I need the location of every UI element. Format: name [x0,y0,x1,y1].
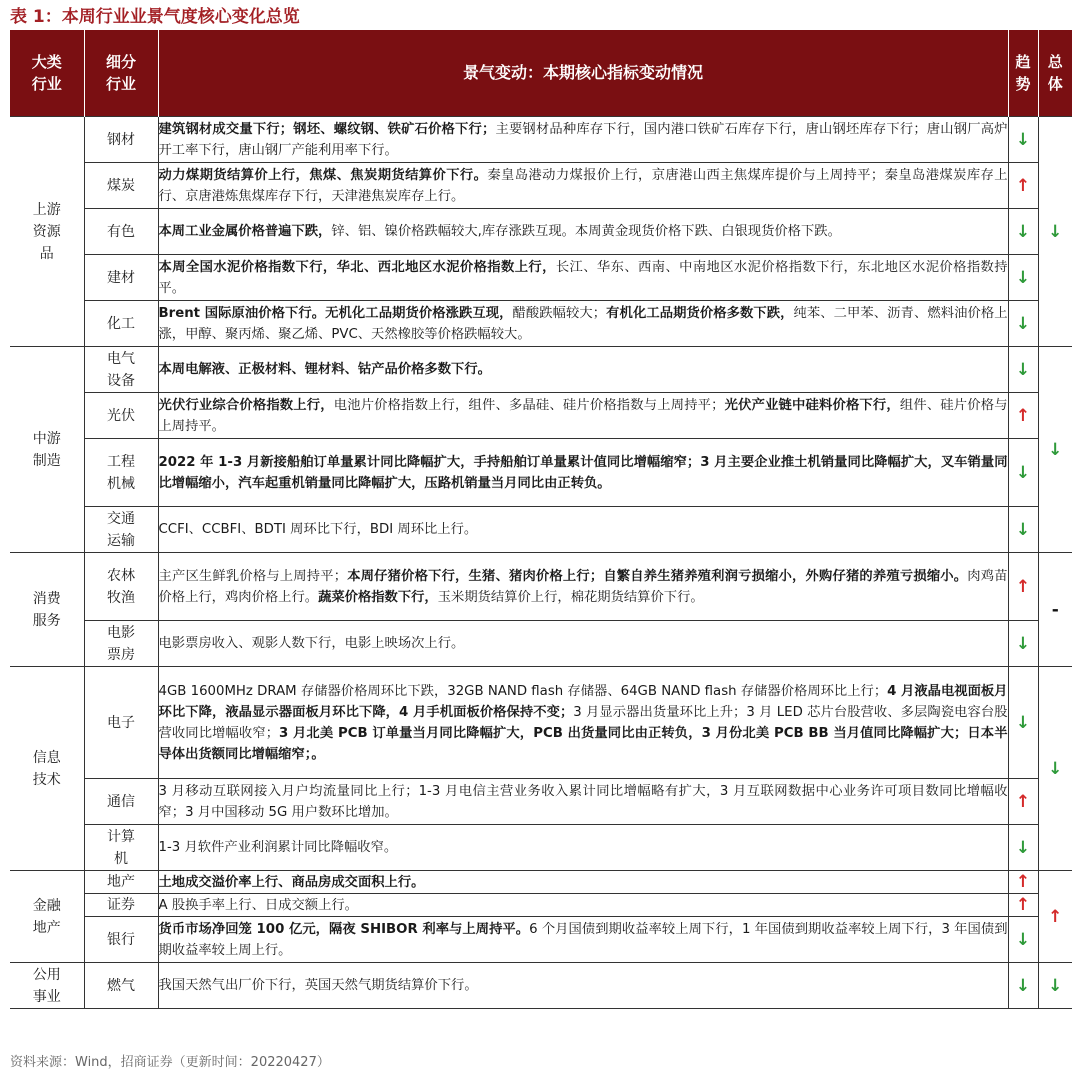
detail-segment: 本周仔猪价格下行，生猪、猪肉价格上行；自繁自养生猪养殖利润亏损缩小，外购仔猪的养殖亏损缩小。 [347,568,968,584]
detail-cell [158,439,1008,507]
arrow-up-icon: ↑ [1015,405,1031,426]
overall-cell [1038,117,1072,347]
detail-segment: 建筑钢材成交量下行；钢坯、螺纹钢、铁矿石价格下行； [158,121,496,137]
subindustry-cell: 钢材 [84,117,158,163]
overall-cell [1038,667,1072,871]
trend-cell [1008,117,1038,163]
arrow-down-icon: ↓ [1015,633,1031,654]
category-cell: 金融 地产 [10,871,84,963]
detail-segment: 动力煤期货结算价上行，焦煤、焦炭期货结算价下行。 [158,167,488,183]
detail-segment: 我国天然气出厂价下行，英国天然气期货结算价下行。 [158,978,478,993]
detail-segment: 3 月移动互联网接入月户均流量同比上行；1-3 月电信主营业务收入累计同比增幅略有扩大，3 月互联网数据中心业务许可项目数同比增幅收窄；3 月中国移动 5G 用户数环比增加。 [158,783,1008,820]
subindustry-cell: 工程 机械 [84,439,158,507]
arrow-up-icon: ↑ [1015,895,1031,915]
table-row [10,439,1072,507]
detail-cell [158,163,1008,209]
header-trend: 趋 势 [1008,30,1038,117]
subindustry-cell: 化工 [84,301,158,347]
trend-cell [1008,209,1038,255]
arrow-up-icon: ↑ [1015,872,1031,892]
header-overall: 总 体 [1038,30,1072,117]
subindustry-cell: 电子 [84,667,158,779]
arrow-down-icon: ↓ [1015,929,1031,950]
trend-cell [1008,871,1038,894]
subindustry-cell: 银行 [84,917,158,963]
detail-cell [158,871,1008,894]
detail-segment: 主产区生鲜乳价格与上周持平； [158,568,348,584]
trend-cell [1008,507,1038,553]
detail-segment: 锌、铝、镍价格跌幅较大,库存涨跌互现。本周黄金现货价格下跌、白银现货价格下跌。 [331,224,841,239]
arrow-down-icon: ↓ [1015,462,1031,483]
detail-cell [158,667,1008,779]
detail-cell [158,779,1008,825]
detail-segment: 3 月北美 PCB 订单量当月同比降幅扩大，PCB 出货量同比由正转负，3 月份北美 PCB BB 当月值同比降幅扩大；日本半导体出货额同比增幅缩窄；。 [158,725,1008,762]
detail-segment: 4 月液晶电视面板月环比下降，液晶显示器面板月环比下降，4 月手机面板价格保持不变； [158,683,1008,720]
trend-cell [1008,963,1038,1009]
table-title: 表 1：本周行业业景气度核心变化总览 [10,7,300,27]
detail-cell [158,894,1008,917]
detail-segment: 长江、华东、西南、中南地区水泥价格指数下行，东北地区水泥价格指数持平。 [158,259,1008,296]
subindustry-cell: 建材 [84,255,158,301]
category-cell: 中游 制造 [10,347,84,553]
arrow-down-icon: ↓ [1048,439,1063,460]
trend-cell [1008,825,1038,871]
detail-segment: 肉鸡苗价格上行，鸡肉价格上行。 [158,568,1008,605]
detail-cell [158,117,1008,163]
detail-segment: 4GB 1600MHz DRAM 存储器价格周环比下跌，32GB NAND flash 存储器、64GB NAND flash 存储器价格周环比上行； [158,683,888,699]
detail-cell [158,393,1008,439]
arrow-up-icon: ↑ [1015,576,1031,597]
table-row [10,553,1072,621]
detail-segment: 玉米期货结算价上行，棉花期货结算价下行。 [437,589,704,605]
table-row [10,255,1072,301]
table-row [10,894,1072,917]
trend-cell [1008,347,1038,393]
table-row [10,163,1072,209]
trend-cell [1008,553,1038,621]
overall-cell [1038,963,1072,1009]
detail-segment: 2022 年 1-3 月新接船舶订单量累计同比降幅扩大，手持船舶订单量累计值同比增幅缩窄；3 月主要企业推土机销量同比降幅扩大，叉车销量同比增幅缩小，汽车起重机销量同比降幅扩大，压路机销量当月同比由正转负。 [158,454,1008,491]
detail-segment: 光伏产业链中硅料价格下行， [724,397,900,413]
detail-segment: CCFI、CCBFI、BDTI 周环比下行，BDI 周环比上行。 [158,522,478,537]
detail-segment: 组件、硅片价格与上周持平。 [158,397,1008,434]
detail-segment: 土地成交溢价率上行、商品房成交面积上行。 [158,874,425,890]
overall-cell [1038,553,1072,667]
detail-segment: 纯苯、二甲苯、沥青、燃料油价格上涨，甲醇、聚丙烯、聚乙烯、PVC、天然橡胶等价格跌幅较大。 [158,305,1008,342]
subindustry-cell: 电气 设备 [84,347,158,393]
trend-cell [1008,667,1038,779]
table-row [10,393,1072,439]
table-row [10,871,1072,894]
table-row [10,507,1072,553]
detail-segment: 秦皇岛港动力煤报价上行，京唐港山西主焦煤库提价与上周持平；秦皇岛港煤炭库存上行、京唐港炼焦煤库存下行，天津港焦炭库存上行。 [158,167,1008,204]
arrow-up-icon: ↑ [1048,906,1063,927]
source-note: 资料来源：Wind，招商证券（更新时间：20220427） [10,1055,330,1070]
table-row [10,917,1072,963]
detail-segment: 6 个月国债到期收益率较上周下行，1 年国债到期收益率较上周下行，3 年国债到期收益率较上周上行。 [158,921,1008,958]
detail-cell [158,825,1008,871]
category-cell: 消费 服务 [10,553,84,667]
table-row [10,117,1072,163]
detail-cell [158,917,1008,963]
detail-cell [158,963,1008,1009]
table-row [10,963,1072,1009]
industry-prosperity-table [10,30,1072,1009]
detail-cell [158,553,1008,621]
detail-segment: 本周电解液、正极材料、锂材料、钴产品价格多数下行。 [158,362,491,377]
trend-cell [1008,917,1038,963]
arrow-down-icon: ↓ [1015,313,1031,334]
detail-segment: 主要钢材品种库存下行，国内港口铁矿石库存下行，唐山钢坯库存下行；唐山钢厂高炉开工率下行，唐山钢厂产能利用率下行。 [158,121,1008,158]
trend-cell [1008,621,1038,667]
table-row [10,209,1072,255]
subindustry-cell: 通信 [84,779,158,825]
detail-segment: 3 月显示器出货量环比上升；3 月 LED 芯片台股营收、多层陶瓷电容台股营收同比增幅收窄； [158,704,1008,741]
table-body [10,117,1072,1009]
arrow-down-icon: ↓ [1015,519,1031,540]
subindustry-cell: 光伏 [84,393,158,439]
category-cell: 信息 技术 [10,667,84,871]
table-row [10,667,1072,779]
trend-cell [1008,894,1038,917]
arrow-up-icon: ↑ [1015,175,1031,196]
trend-cell [1008,779,1038,825]
table-row [10,301,1072,347]
subindustry-cell: 有色 [84,209,158,255]
detail-cell [158,507,1008,553]
dash-icon: - [1051,599,1059,620]
subindustry-cell: 地产 [84,871,158,894]
trend-cell [1008,393,1038,439]
table-header-row [10,30,1072,117]
table-row [10,779,1072,825]
arrow-down-icon: ↓ [1048,975,1063,996]
arrow-down-icon: ↓ [1015,975,1031,996]
header-subindustry: 细分 行业 [84,30,158,117]
arrow-down-icon: ↓ [1015,359,1031,380]
arrow-down-icon: ↓ [1015,267,1031,288]
arrow-down-icon: ↓ [1015,221,1031,242]
detail-segment: 电影票房收入、观影人数下行，电影上映场次上行。 [158,636,465,651]
subindustry-cell: 证券 [84,894,158,917]
subindustry-cell: 交通 运输 [84,507,158,553]
overall-cell [1038,871,1072,963]
header-detail: 景气变动：本期核心指标变动情况 [158,30,1008,117]
subindustry-cell: 农林 牧渔 [84,553,158,621]
table-row [10,347,1072,393]
category-cell: 上游 资源 品 [10,117,84,347]
detail-segment: 醋酸跌幅较大； [512,305,607,321]
subindustry-cell: 计算 机 [84,825,158,871]
overall-cell [1038,347,1072,553]
detail-segment: A 股换手率上行、日成交额上行。 [158,897,358,913]
arrow-down-icon: ↓ [1015,837,1031,858]
detail-cell [158,301,1008,347]
detail-cell [158,347,1008,393]
subindustry-cell: 煤炭 [84,163,158,209]
detail-segment: Brent 国际原油价格下行。无机化工品期货价格涨跌互现， [158,305,513,321]
detail-segment: 有机化工品期货价格多数下跌， [606,305,794,321]
subindustry-cell: 电影 票房 [84,621,158,667]
header-category: 大类 行业 [10,30,84,117]
trend-cell [1008,439,1038,507]
arrow-up-icon: ↑ [1015,791,1031,812]
detail-segment: 1-3 月软件产业利润累计同比降幅收窄。 [158,840,398,855]
table-row [10,825,1072,871]
detail-segment: 货币市场净回笼 100 亿元，隔夜 SHIBOR 利率与上周持平。 [158,921,530,937]
detail-segment: 光伏行业综合价格指数上行， [158,397,334,413]
detail-cell [158,255,1008,301]
detail-segment: 本周全国水泥价格指数下行，华北、西北地区水泥价格指数上行， [158,259,556,275]
detail-segment: 电池片价格指数上行，组件、多晶硅、硅片价格指数与上周持平； [333,397,725,413]
table-row [10,621,1072,667]
arrow-down-icon: ↓ [1015,129,1031,150]
trend-cell [1008,301,1038,347]
detail-cell [158,621,1008,667]
category-cell: 公用 事业 [10,963,84,1009]
arrow-down-icon: ↓ [1048,758,1063,779]
subindustry-cell: 燃气 [84,963,158,1009]
trend-cell [1008,163,1038,209]
arrow-down-icon: ↓ [1048,221,1063,242]
arrow-down-icon: ↓ [1015,712,1031,733]
trend-cell [1008,255,1038,301]
detail-segment: 本周工业金属价格普遍下跌， [158,224,332,239]
detail-segment: 蔬菜价格指数下行， [318,589,438,605]
detail-cell [158,209,1008,255]
